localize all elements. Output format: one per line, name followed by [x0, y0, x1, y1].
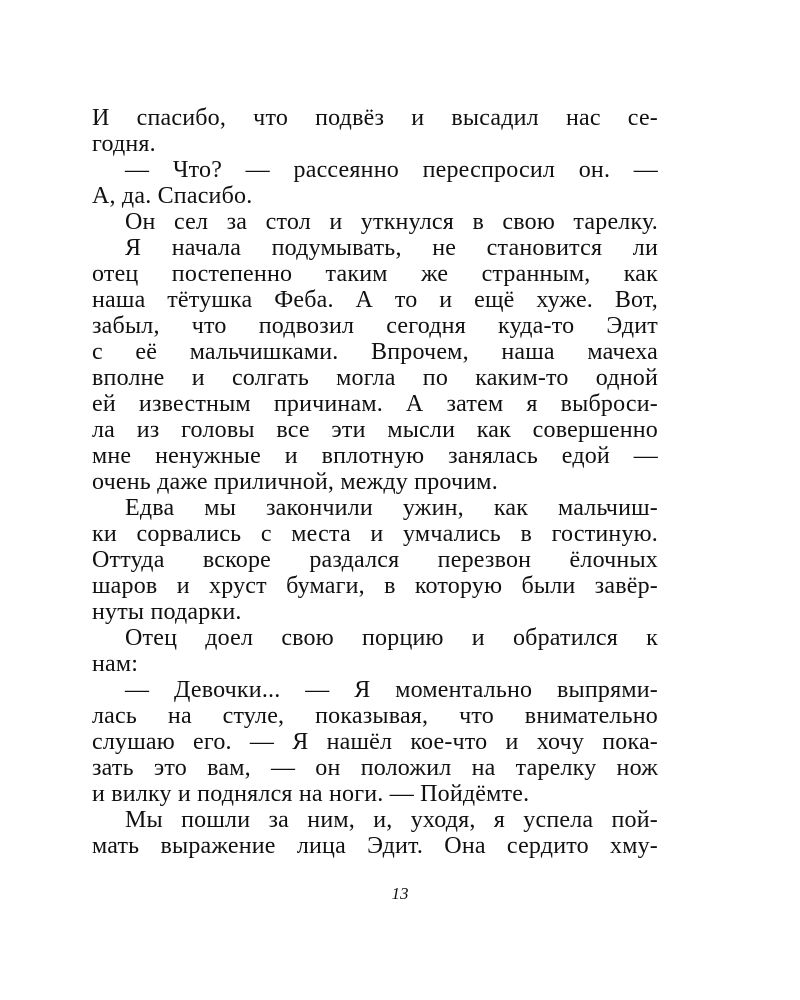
text-line: слушаю его. — Я нашёл кое-что и хочу пока-	[92, 729, 658, 755]
text-line: лась на стуле, показывая, что внимательно	[92, 703, 658, 729]
text-line: Оттуда вскоре раздался перезвон ёлочных	[92, 547, 658, 573]
text-line: Едва мы закончили ужин, как мальчиш-	[125, 495, 658, 521]
text-line: мне ненужные и вплотную занялась едой —	[92, 443, 658, 469]
text-line: И спасибо, что подвёз и высадил нас се-	[92, 105, 658, 131]
text-line: Он сел за стол и уткнулся в свою тарелку.	[125, 209, 658, 235]
text-line: забыл, что подвозил сегодня куда-то Эдит	[92, 313, 658, 339]
text-line: наша тётушка Феба. А то и ещё хуже. Вот,	[92, 287, 658, 313]
text-line: Отец доел свою порцию и обратился к	[125, 625, 658, 651]
text-line: вполне и солгать могла по каким-то одной	[92, 365, 658, 391]
text-line: Мы пошли за ним, и, уходя, я успела пой-	[125, 807, 658, 833]
text-line: — Что? — рассеянно переспросил он. —	[125, 157, 658, 183]
text-line: ей известным причинам. А затем я выброси-	[92, 391, 658, 417]
text-line: ла из головы все эти мысли как совершенно	[92, 417, 658, 443]
text-line: ки сорвались с места и умчались в гостиную.	[92, 521, 658, 547]
text-line: мать выражение лица Эдит. Она сердито хму-	[92, 833, 658, 859]
text-line: А, да. Спасибо.	[92, 183, 253, 209]
text-line: шаров и хруст бумаги, в которую были завёр-	[92, 573, 658, 599]
page-number: 13	[391, 884, 409, 903]
text-line: зать это вам, — он положил на тарелку нож	[92, 755, 658, 781]
text-line: годня.	[92, 131, 156, 157]
text-line: отец постепенно таким же странным, как	[92, 261, 658, 287]
text-line: нам:	[92, 651, 139, 677]
text-line: нуты подарки.	[92, 599, 242, 625]
text-line: и вилку и поднялся на ноги. — Пойдёмте.	[92, 781, 530, 807]
text-line: — Девочки... — Я моментально выпрями-	[125, 677, 658, 703]
text-line: с её мальчишками. Впрочем, наша мачеха	[92, 339, 658, 365]
text-line: Я начала подумывать, не становится ли	[125, 235, 658, 261]
text-line: очень даже приличной, между прочим.	[92, 469, 498, 495]
